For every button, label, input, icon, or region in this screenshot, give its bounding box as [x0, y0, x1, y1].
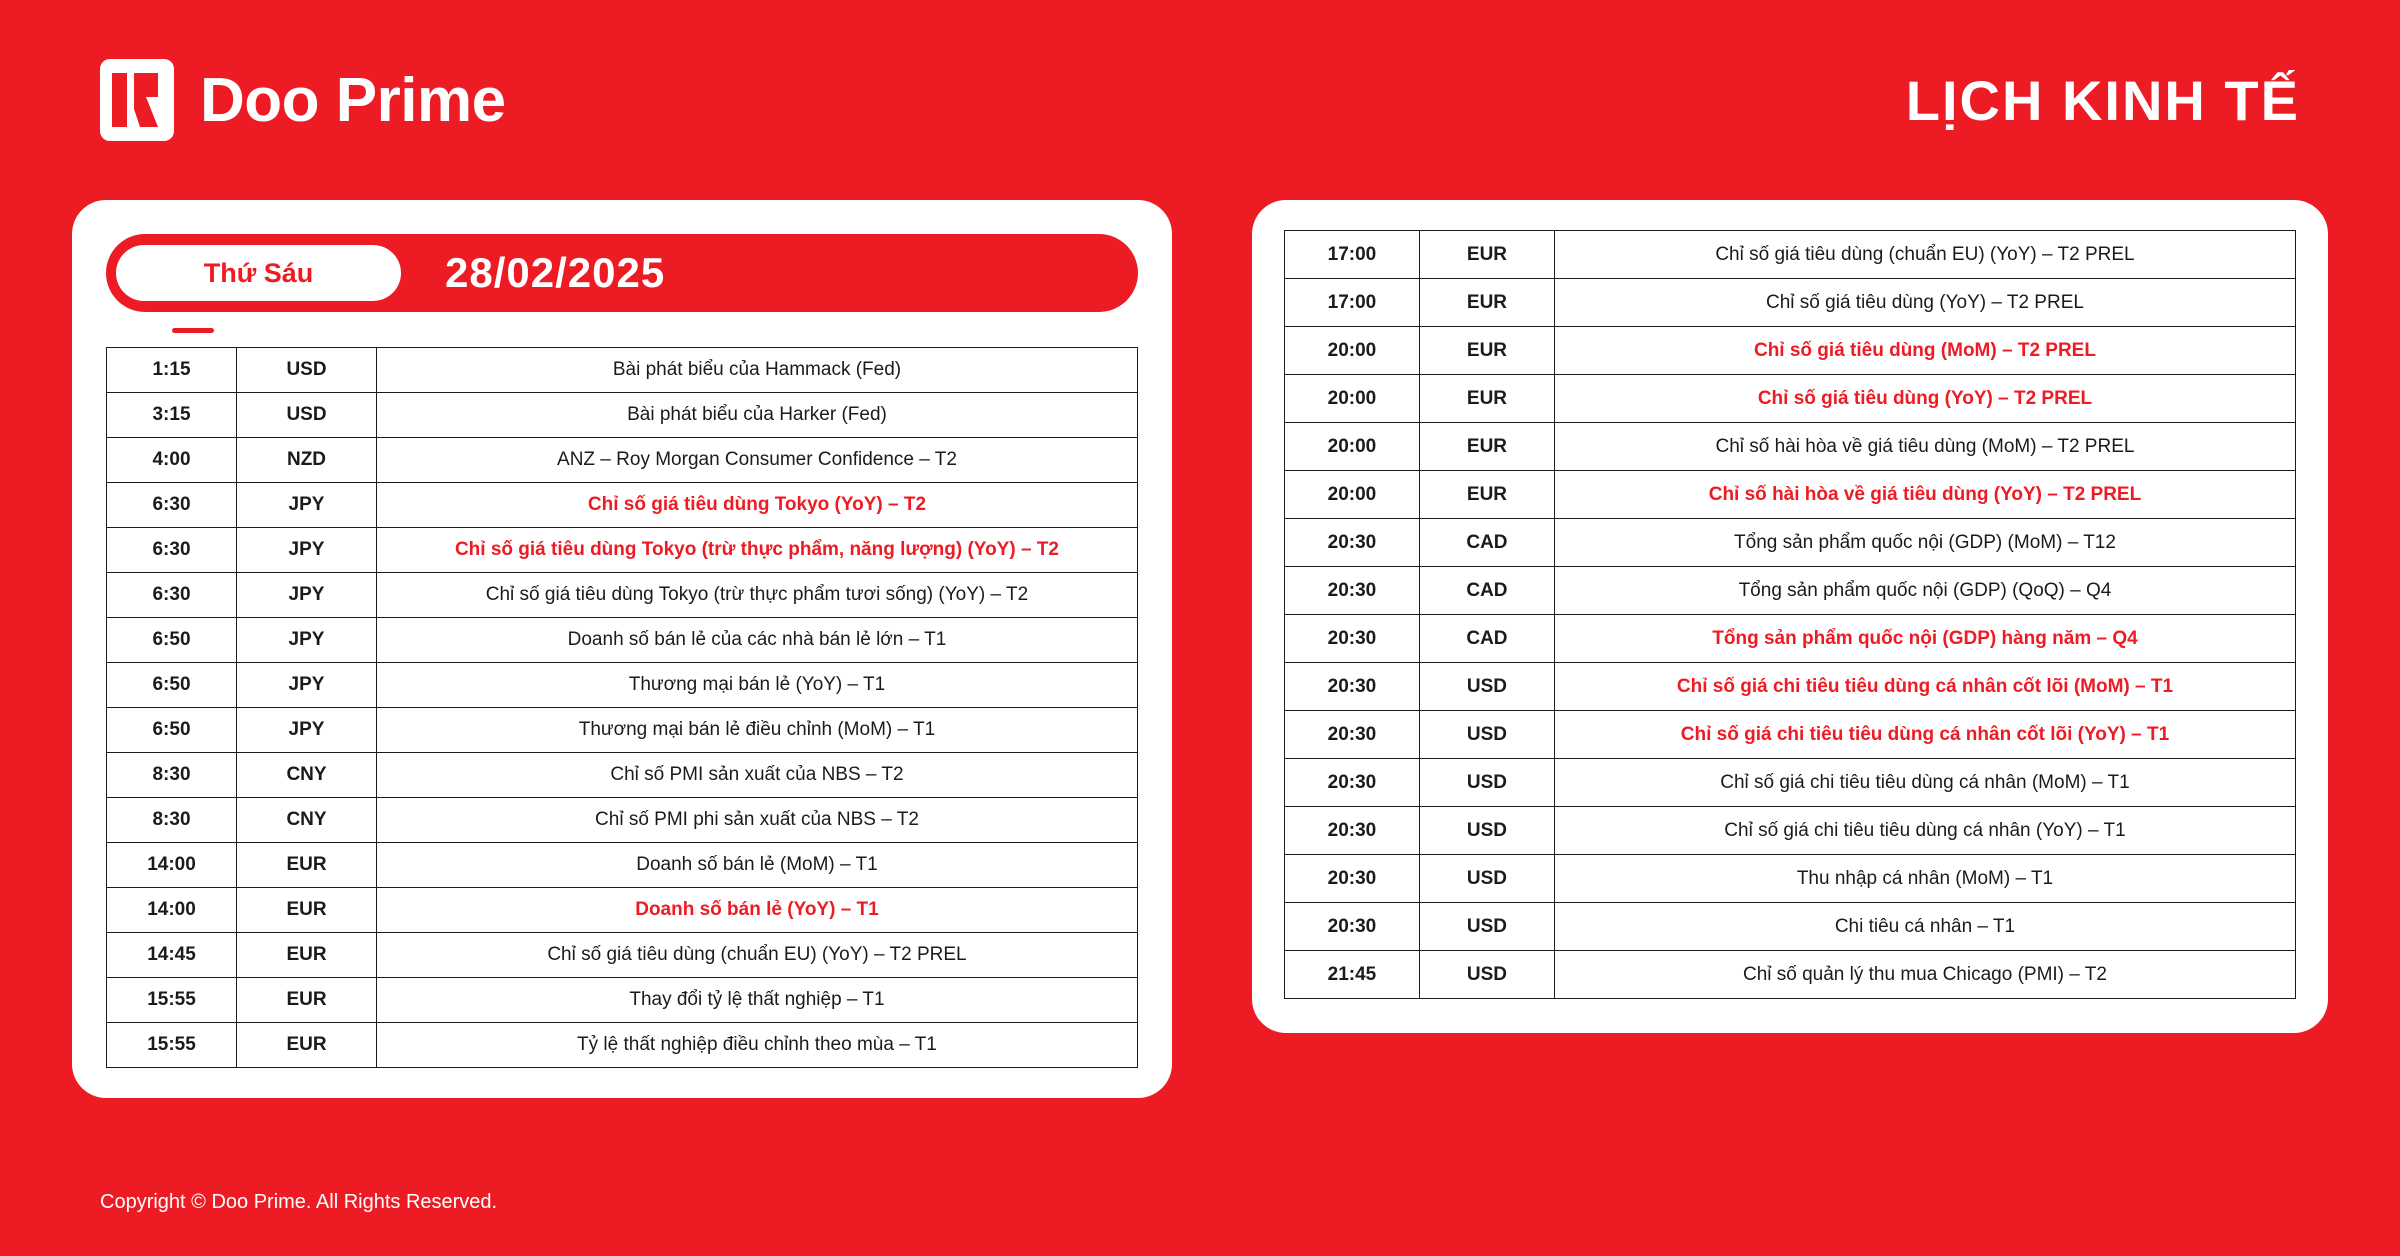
footer-copyright: Copyright © Doo Prime. All Rights Reserved. [100, 1191, 498, 1213]
event-currency: JPY [237, 708, 377, 753]
table-row [1284, 903, 2295, 951]
event-name: Tổng sản phẩm quốc nội (GDP) hàng năm – Q4 [1554, 615, 2295, 663]
event-currency: EUR [237, 843, 377, 888]
event-name: Chỉ số PMI phi sản xuất của NBS – T2 [377, 798, 1138, 843]
event-name: Chỉ số giá tiêu dùng Tokyo (trừ thực phẩm tươi sống) (YoY) – T2 [377, 573, 1138, 618]
event-time: 20:30 [1284, 759, 1419, 807]
right-events-table [1284, 230, 2296, 999]
event-name: Doanh số bán lẻ (MoM) – T1 [377, 843, 1138, 888]
table-row [1284, 663, 2295, 711]
event-name: Thương mại bán lẻ điều chỉnh (MoM) – T1 [377, 708, 1138, 753]
event-time: 20:00 [1284, 327, 1419, 375]
right-calendar-card [1252, 200, 2328, 1033]
event-name: Chỉ số PMI sản xuất của NBS – T2 [377, 753, 1138, 798]
table-row [1284, 471, 2295, 519]
event-currency: CNY [237, 753, 377, 798]
event-currency: JPY [237, 483, 377, 528]
page-title: LỊCH KINH TẾ [1905, 68, 2300, 132]
event-name: Tổng sản phẩm quốc nội (GDP) (MoM) – T12 [1554, 519, 2295, 567]
event-time: 20:30 [1284, 567, 1419, 615]
table-row [1284, 519, 2295, 567]
table-row [107, 978, 1138, 1023]
table-row [1284, 567, 2295, 615]
table-row [1284, 327, 2295, 375]
event-name: Chỉ số giá tiêu dùng (chuẩn EU) (YoY) – T2 PREL [377, 933, 1138, 978]
event-name: Chỉ số giá chi tiêu tiêu dùng cá nhân (MoM) – T1 [1554, 759, 2295, 807]
event-currency: EUR [237, 888, 377, 933]
table-row [107, 663, 1138, 708]
event-name: Chỉ số hài hòa về giá tiêu dùng (MoM) – T2 PREL [1554, 423, 2295, 471]
event-time: 20:30 [1284, 615, 1419, 663]
event-currency: USD [1419, 807, 1554, 855]
table-row [107, 1023, 1138, 1068]
event-name: Chỉ số giá chi tiêu tiêu dùng cá nhân cốt lõi (MoM) – T1 [1554, 663, 2295, 711]
table-row [1284, 423, 2295, 471]
event-name: Thu nhập cá nhân (MoM) – T1 [1554, 855, 2295, 903]
event-name: Bài phát biểu của Harker (Fed) [377, 393, 1138, 438]
event-name: Chỉ số giá tiêu dùng (MoM) – T2 PREL [1554, 327, 2295, 375]
event-name: Chỉ số giá chi tiêu tiêu dùng cá nhân (YoY) – T1 [1554, 807, 2295, 855]
table-row [1284, 807, 2295, 855]
event-currency: JPY [237, 618, 377, 663]
event-time: 8:30 [107, 753, 237, 798]
left-events-table [106, 347, 1138, 1068]
event-currency: EUR [1419, 279, 1554, 327]
event-name: Chỉ số giá chi tiêu tiêu dùng cá nhân cốt lõi (YoY) – T1 [1554, 711, 2295, 759]
table-row [107, 843, 1138, 888]
event-name: ANZ – Roy Morgan Consumer Confidence – T2 [377, 438, 1138, 483]
event-currency: USD [1419, 663, 1554, 711]
event-name: Thương mại bán lẻ (YoY) – T1 [377, 663, 1138, 708]
event-time: 20:30 [1284, 807, 1419, 855]
event-name: Doanh số bán lẻ (YoY) – T1 [377, 888, 1138, 933]
event-currency: EUR [1419, 231, 1554, 279]
event-currency: CNY [237, 798, 377, 843]
event-currency: EUR [237, 1023, 377, 1068]
event-name: Chi tiêu cá nhân – T1 [1554, 903, 2295, 951]
event-time: 6:50 [107, 708, 237, 753]
brand-name: Doo Prime [200, 65, 506, 135]
event-name: Chỉ số giá tiêu dùng Tokyo (YoY) – T2 [377, 483, 1138, 528]
left-table-wrap [98, 347, 1146, 1068]
event-time: 17:00 [1284, 231, 1419, 279]
event-time: 20:30 [1284, 663, 1419, 711]
day-label: Thứ Sáu [116, 245, 401, 301]
table-row [107, 708, 1138, 753]
table-row [107, 348, 1138, 393]
event-time: 6:30 [107, 528, 237, 573]
event-time: 6:30 [107, 483, 237, 528]
event-currency: CAD [1419, 567, 1554, 615]
event-currency: CAD [1419, 615, 1554, 663]
date-value: 28/02/2025 [445, 249, 666, 296]
event-name: Chỉ số giá tiêu dùng (YoY) – T2 PREL [1554, 279, 2295, 327]
event-currency: EUR [1419, 327, 1554, 375]
event-currency: USD [237, 348, 377, 393]
table-row [1284, 951, 2295, 999]
event-currency: NZD [237, 438, 377, 483]
brand [100, 59, 506, 141]
table-row [1284, 759, 2295, 807]
event-currency: EUR [237, 933, 377, 978]
event-currency: USD [1419, 711, 1554, 759]
event-name: Tỷ lệ thất nghiệp điều chỉnh theo mùa – T1 [377, 1023, 1138, 1068]
table-row [1284, 231, 2295, 279]
calendar-columns [72, 200, 2328, 1098]
event-name: Bài phát biểu của Hammack (Fed) [377, 348, 1138, 393]
event-currency: EUR [237, 978, 377, 1023]
right-table-wrap [1278, 226, 2302, 1003]
event-time: 6:50 [107, 618, 237, 663]
event-currency: EUR [1419, 423, 1554, 471]
table-row [107, 753, 1138, 798]
event-name: Chỉ số giá tiêu dùng (YoY) – T2 PREL [1554, 375, 2295, 423]
table-row [107, 888, 1138, 933]
date-underline [172, 328, 214, 333]
event-time: 14:00 [107, 888, 237, 933]
event-time: 17:00 [1284, 279, 1419, 327]
table-row [107, 573, 1138, 618]
page-header [72, 0, 2328, 200]
table-row [1284, 375, 2295, 423]
event-time: 14:45 [107, 933, 237, 978]
event-currency: EUR [1419, 471, 1554, 519]
event-name: Chỉ số quản lý thu mua Chicago (PMI) – T2 [1554, 951, 2295, 999]
table-row [1284, 279, 2295, 327]
event-currency: USD [1419, 951, 1554, 999]
table-row [107, 933, 1138, 978]
table-row [1284, 855, 2295, 903]
event-currency: USD [1419, 855, 1554, 903]
event-time: 6:30 [107, 573, 237, 618]
event-name: Chỉ số hài hòa về giá tiêu dùng (YoY) – T2 PREL [1554, 471, 2295, 519]
table-row [107, 528, 1138, 573]
table-row [107, 393, 1138, 438]
event-name: Tổng sản phẩm quốc nội (GDP) (QoQ) – Q4 [1554, 567, 2295, 615]
event-name: Chỉ số giá tiêu dùng Tokyo (trừ thực phẩm, năng lượng) (YoY) – T2 [377, 528, 1138, 573]
event-currency: CAD [1419, 519, 1554, 567]
event-currency: JPY [237, 573, 377, 618]
event-name: Thay đổi tỷ lệ thất nghiệp – T1 [377, 978, 1138, 1023]
event-time: 20:30 [1284, 855, 1419, 903]
event-currency: EUR [1419, 375, 1554, 423]
event-currency: JPY [237, 663, 377, 708]
event-currency: USD [237, 393, 377, 438]
event-time: 1:15 [107, 348, 237, 393]
event-time: 3:15 [107, 393, 237, 438]
event-time: 21:45 [1284, 951, 1419, 999]
table-row [1284, 711, 2295, 759]
event-time: 20:00 [1284, 423, 1419, 471]
event-time: 20:30 [1284, 903, 1419, 951]
event-name: Doanh số bán lẻ của các nhà bán lẻ lớn – T1 [377, 618, 1138, 663]
event-time: 15:55 [107, 1023, 237, 1068]
date-bar [106, 234, 1138, 312]
event-time: 14:00 [107, 843, 237, 888]
doo-prime-logo-icon [100, 59, 174, 141]
event-time: 6:50 [107, 663, 237, 708]
event-time: 4:00 [107, 438, 237, 483]
event-name: Chỉ số giá tiêu dùng (chuẩn EU) (YoY) – T2 PREL [1554, 231, 2295, 279]
left-calendar-card [72, 200, 1172, 1098]
event-time: 20:00 [1284, 375, 1419, 423]
event-time: 8:30 [107, 798, 237, 843]
event-currency: USD [1419, 903, 1554, 951]
table-row [1284, 615, 2295, 663]
event-currency: USD [1419, 759, 1554, 807]
table-row [107, 618, 1138, 663]
event-time: 15:55 [107, 978, 237, 1023]
event-time: 20:30 [1284, 519, 1419, 567]
table-row [107, 798, 1138, 843]
event-time: 20:30 [1284, 711, 1419, 759]
table-row [107, 483, 1138, 528]
event-time: 20:00 [1284, 471, 1419, 519]
event-currency: JPY [237, 528, 377, 573]
table-row [107, 438, 1138, 483]
